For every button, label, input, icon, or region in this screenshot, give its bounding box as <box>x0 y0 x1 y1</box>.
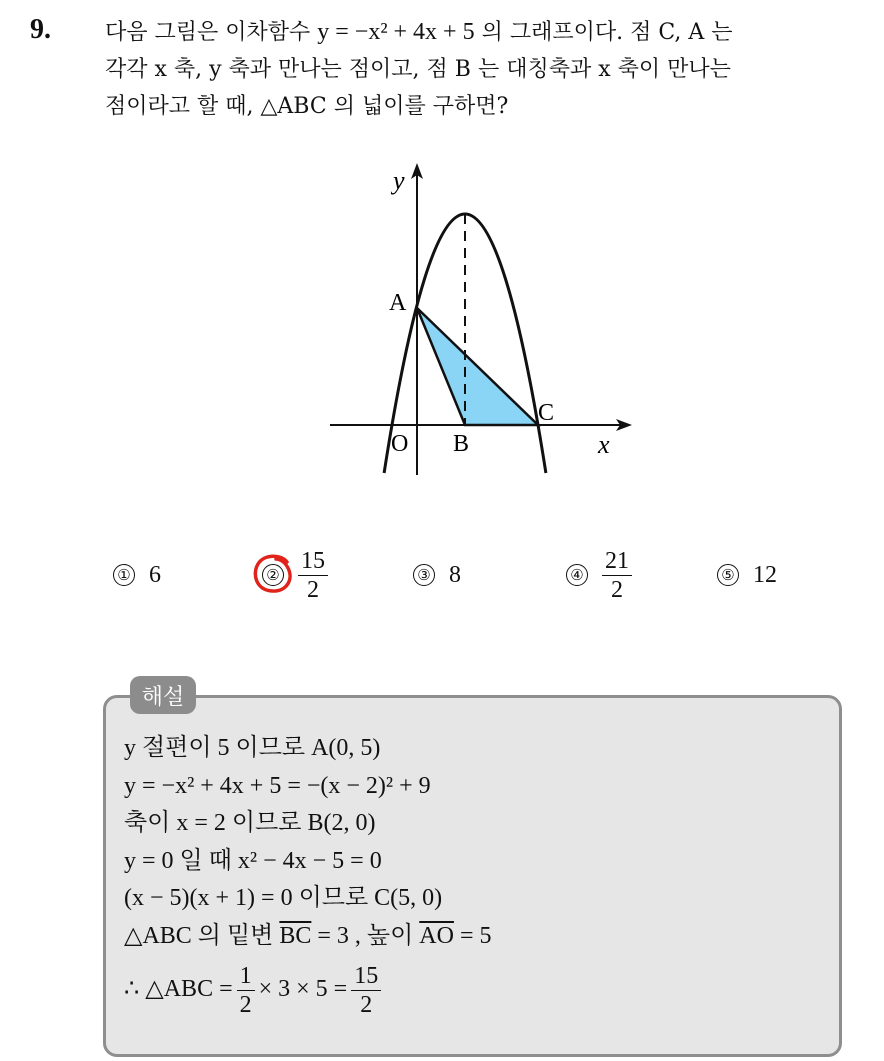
question-line-1-pre: 다음 그림은 이차함수 <box>105 20 318 45</box>
solution-label: 해설 <box>130 676 196 714</box>
question-line-1-post: 의 그래프이다. 점 C, A 는 <box>474 20 733 45</box>
solution-line-6-pre: △ABC 의 밑변 <box>124 922 280 949</box>
solution-line-5: (x − 5)(x + 1) = 0 이므로 C(5, 0) <box>124 885 443 911</box>
choice-5-value: 12 <box>753 561 777 588</box>
point-b-label: B <box>453 431 470 457</box>
question-line-3: 점이라고 할 때, △ABC 의 넓이를 구하면? <box>105 94 509 119</box>
solution-line-7-mid: × 3 × 5 = <box>258 976 348 1003</box>
question-equation: y = −x² + 4x + 5 <box>317 19 475 45</box>
solution-line-4: y = 0 일 때 x² − 4x − 5 = 0 <box>124 847 382 874</box>
solution-content <box>124 730 824 1025</box>
choice-4-denominator: 2 <box>611 576 623 603</box>
selected-answer-mark <box>250 550 298 598</box>
choice-3-marker: ③ <box>413 564 435 586</box>
solution-line-6-mid: = 3 , 높이 <box>311 922 420 949</box>
origin-label: O <box>391 431 409 457</box>
choice-2-numerator: 15 <box>298 547 328 576</box>
solution-line-6-post: = 5 <box>453 922 492 949</box>
question-line-2: 각각 x 축, y 축과 만나는 점이고, 점 B 는 대칭축과 x 축이 만나는 <box>105 57 731 82</box>
answer-choices <box>0 540 884 610</box>
choice-3-value: 8 <box>449 561 461 588</box>
question-text <box>105 14 865 125</box>
choice-1-marker: ① <box>113 564 135 586</box>
solution-half-fraction <box>237 962 255 1019</box>
result-denominator: 2 <box>360 991 373 1018</box>
segment-bc: $\overline{BC}$ <box>279 922 312 949</box>
shaded-triangle-abc <box>417 308 538 425</box>
choice-4-numerator: 21 <box>602 547 632 576</box>
solution-line-1: y 절편이 5 이므로 A(0, 5) <box>124 735 381 761</box>
solution-line-3: 축이 x = 2 이므로 B(2, 0) <box>124 810 376 836</box>
question-number: 9. <box>30 14 51 45</box>
solution-line-6 <box>124 918 824 956</box>
choice-4[interactable] <box>566 540 632 610</box>
x-axis-label: x <box>598 430 610 459</box>
choice-1-value: 6 <box>149 561 161 588</box>
choice-5[interactable] <box>717 540 777 610</box>
parabola-graph <box>325 155 645 485</box>
solution-result-fraction <box>351 962 381 1019</box>
result-numerator: 15 <box>351 962 381 991</box>
solution-line-7-pre: ∴ △ABC = <box>124 976 233 1003</box>
half-numerator: 1 <box>237 962 255 991</box>
choice-2-marker: ② <box>262 564 284 586</box>
y-axis-label: y <box>393 166 405 195</box>
choice-4-marker: ④ <box>566 564 588 586</box>
choice-4-fraction <box>602 547 632 604</box>
point-c-label: C <box>538 400 555 426</box>
segment-ao: $\overline{AO}$ <box>419 922 454 949</box>
question-line-1 <box>105 14 865 51</box>
choice-1[interactable] <box>113 540 161 610</box>
choice-2-denominator: 2 <box>307 576 319 603</box>
choice-5-marker: ⑤ <box>717 564 739 586</box>
solution-line-7 <box>124 955 824 1025</box>
choice-3[interactable] <box>413 540 461 610</box>
solution-line-2: y = −x² + 4x + 5 = −(x − 2)² + 9 <box>124 772 431 799</box>
choice-2-fraction <box>298 547 328 604</box>
half-denominator: 2 <box>239 991 252 1018</box>
red-circle-mark <box>255 556 290 591</box>
point-a-label: A <box>389 290 407 316</box>
